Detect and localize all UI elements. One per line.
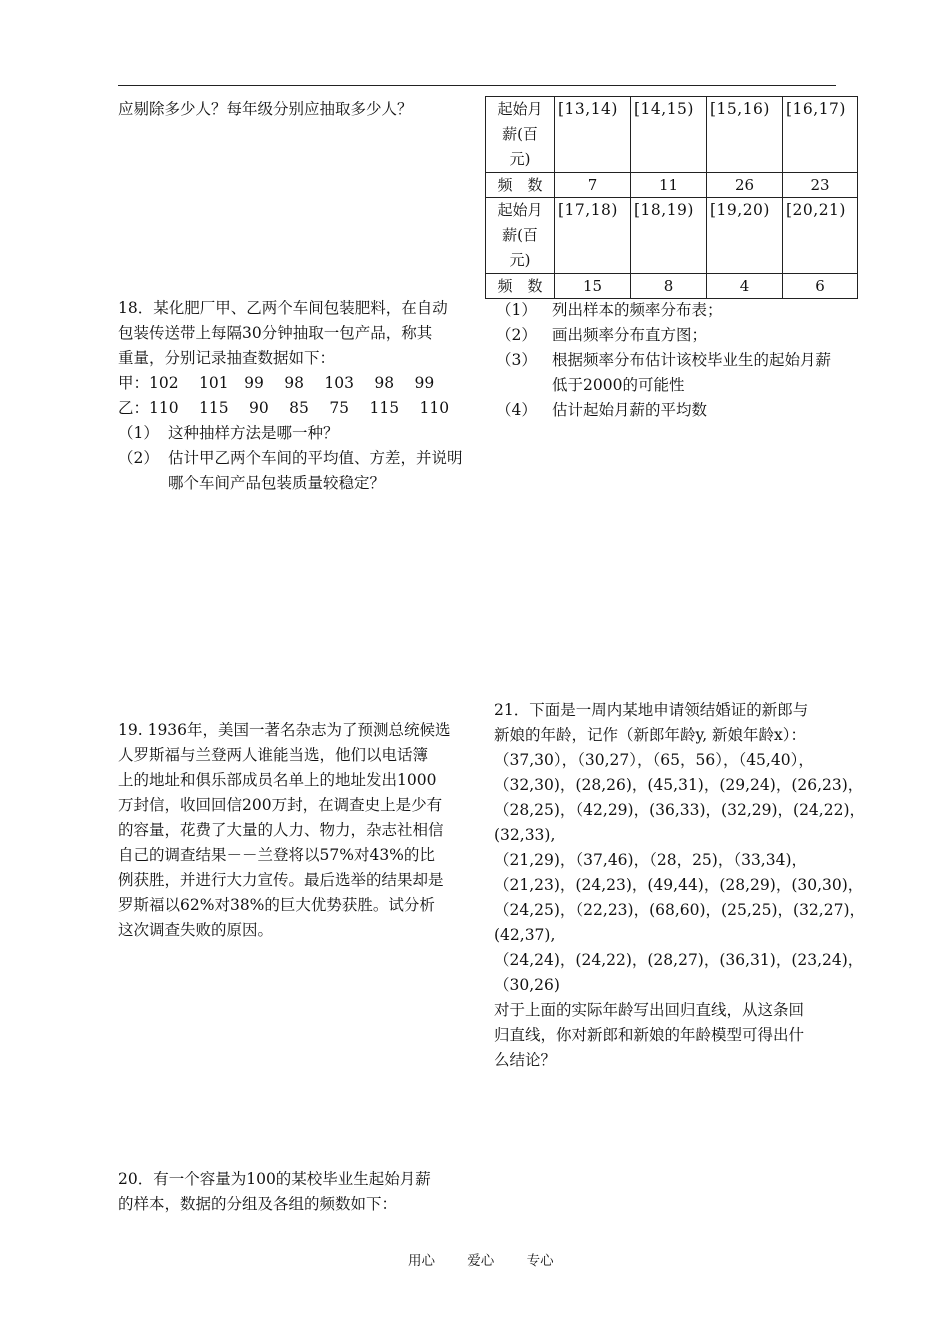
q21-line: 对于上面的实际年龄写出回归直线，从这条回 (494, 1001, 805, 1019)
q20-line: 20．有一个容量为100的某校毕业生起始月薪 (118, 1170, 431, 1188)
subquestion-text: 根据频率分布估计该校毕业生的起始月薪低于2000的可能性 (552, 351, 832, 394)
question-20-subquestions (496, 298, 841, 423)
q18-subquestion-2 (118, 446, 464, 496)
header-label-part: 起始月 (497, 100, 543, 118)
q21-line: （37,30），（30,27），（65，56），（45,40）， (494, 751, 814, 769)
interval-cell: [14,15) (631, 97, 707, 173)
q21-line: （28,25)，（42,29)，(36,33)，(32,29)，(24,22)， (494, 801, 865, 819)
interval-cell: [20,21) (783, 198, 858, 274)
count-cell: 4 (707, 274, 783, 299)
q20-subquestion-3 (496, 348, 841, 398)
salary-frequency-table (485, 96, 858, 299)
count-header-cell: 频 数 (486, 173, 555, 198)
q19-line: 例获胜，并进行大力宣传。最后选举的结果却是 (118, 871, 444, 889)
q19-line: 19. 1936年，美国一著名杂志为了预测总统候选 (118, 721, 451, 739)
interval-cell: [19,20) (707, 198, 783, 274)
count-cell: 8 (631, 274, 707, 299)
count-cell: 26 (707, 173, 783, 198)
q20-subquestion-4 (496, 398, 841, 423)
q20-subquestion-1 (496, 298, 841, 323)
subquestion-text: 列出样本的频率分布表； (552, 301, 723, 319)
q21-line: （32,30)，(28,26)，(45,31)，(29,24)，(26,23)， (494, 776, 864, 794)
interval-cell: [15,16) (707, 97, 783, 173)
table-row (486, 173, 858, 198)
q20-line: 的样本，数据的分组及各组的频数如下： (118, 1195, 398, 1213)
subquestion-number: （2） (496, 326, 537, 344)
subquestion-number: （1） (496, 301, 537, 319)
subquestion-text: 估计甲乙两个车间的平均值、方差，并说明哪个车间产品包装质量较稳定？ (168, 449, 463, 492)
count-cell: 15 (555, 274, 631, 299)
q21-line: （24,25)，（22,23)，(68,60)，(25,25)，(32,27)， (494, 901, 865, 919)
q20-subquestion-2 (496, 323, 841, 348)
footer-word: 用心 (408, 1253, 435, 1269)
q18-line-2: 包装传送带上每隔30分钟抽取一包产品，称其 (118, 324, 433, 342)
q18-jia-data: 甲：102 101 99 98 103 98 99 (118, 374, 435, 392)
header-label-part: 薪(百 (502, 226, 538, 244)
q19-line: 自己的调查结果－－兰登将以57%对43%的比 (118, 846, 435, 864)
count-cell: 6 (783, 274, 858, 299)
q21-line: (42,37), (494, 926, 556, 944)
subquestion-text: 这种抽样方法是哪一种？ (168, 424, 339, 442)
interval-cell: [18,19) (631, 198, 707, 274)
question-20-intro (118, 1167, 468, 1217)
q21-line: 归直线，你对新郎和新娘的年龄模型可得出什 (494, 1026, 805, 1044)
q18-subquestion-1 (118, 421, 468, 446)
table-row (486, 97, 858, 173)
subquestion-number: （1） (118, 424, 159, 442)
q18-line-1: 18．某化肥厂甲、乙两个车间包装肥料，在自动 (118, 299, 448, 317)
subquestion-number: （3） (496, 351, 537, 369)
question-21 (494, 698, 865, 1073)
count-cell: 11 (631, 173, 707, 198)
q19-line: 这次调查失败的原因。 (118, 921, 274, 939)
q19-line: 人罗斯福与兰登两人谁能当选，他们以电话簿 (118, 746, 429, 764)
header-label-part: 起始月 (497, 201, 543, 219)
table-row (486, 274, 858, 299)
q21-line: （21,23)，(24,23)，(49,44)，(28,29)，(30,30)， (494, 876, 864, 894)
page-footer (408, 1249, 582, 1269)
interval-cell: [17,18) (555, 198, 631, 274)
subquestion-number: （4） (496, 401, 537, 419)
q18-yi-data: 乙：110 115 90 85 75 115 110 (118, 399, 450, 417)
subquestion-number: （2） (118, 449, 159, 467)
interval-header-cell (486, 97, 555, 173)
q21-line: （21,29)，（37,46)，（28，25)，（33,34)， (494, 851, 808, 869)
q21-line: （30,26) (494, 976, 560, 994)
count-cell: 7 (555, 173, 631, 198)
q18-line-3: 重量，分别记录抽查数据如下： (118, 349, 336, 367)
question-18 (118, 296, 468, 496)
q19-line: 万封信，收回回信200万封，在调查史上是少有 (118, 796, 443, 814)
subquestion-text: 估计起始月薪的平均数 (552, 401, 708, 419)
q21-line: 么结论？ (494, 1051, 557, 1069)
q19-line: 上的地址和俱乐部成员名单上的地址发出1000 (118, 771, 437, 789)
question-19 (118, 718, 468, 943)
continued-question-text: 应剔除多少人？每年级分别应抽取多少人？ (118, 100, 413, 118)
table-row (486, 198, 858, 274)
count-header-cell: 频 数 (486, 274, 555, 299)
q19-line: 罗斯福以62%对38%的巨大优势获胜。试分析 (118, 896, 435, 914)
count-cell: 23 (783, 173, 858, 198)
interval-cell: [16,17) (783, 97, 858, 173)
footer-word: 爱心 (467, 1253, 495, 1269)
interval-cell: [13,14) (555, 97, 631, 173)
q21-line: （24,24)，(24,22)，(28,27)，(36,31)，(23,24)， (494, 951, 864, 969)
footer-word: 专心 (526, 1253, 554, 1269)
header-label-part: 薪(百 (502, 125, 538, 143)
interval-header-cell (486, 198, 555, 274)
header-rule (118, 85, 836, 86)
header-label-part: 元) (509, 251, 531, 269)
q21-line: (32,33), (494, 826, 556, 844)
header-label-part: 元) (509, 150, 531, 168)
q19-line: 的容量，花费了大量的人力、物力，杂志社相信 (118, 821, 444, 839)
subquestion-text: 画出频率分布直方图； (552, 326, 708, 344)
q21-line: 21．下面是一周内某地申请领结婚证的新郎与 (494, 701, 809, 719)
q21-line: 新娘的年龄，记作（新郎年龄y, 新娘年龄x）： (494, 726, 807, 744)
